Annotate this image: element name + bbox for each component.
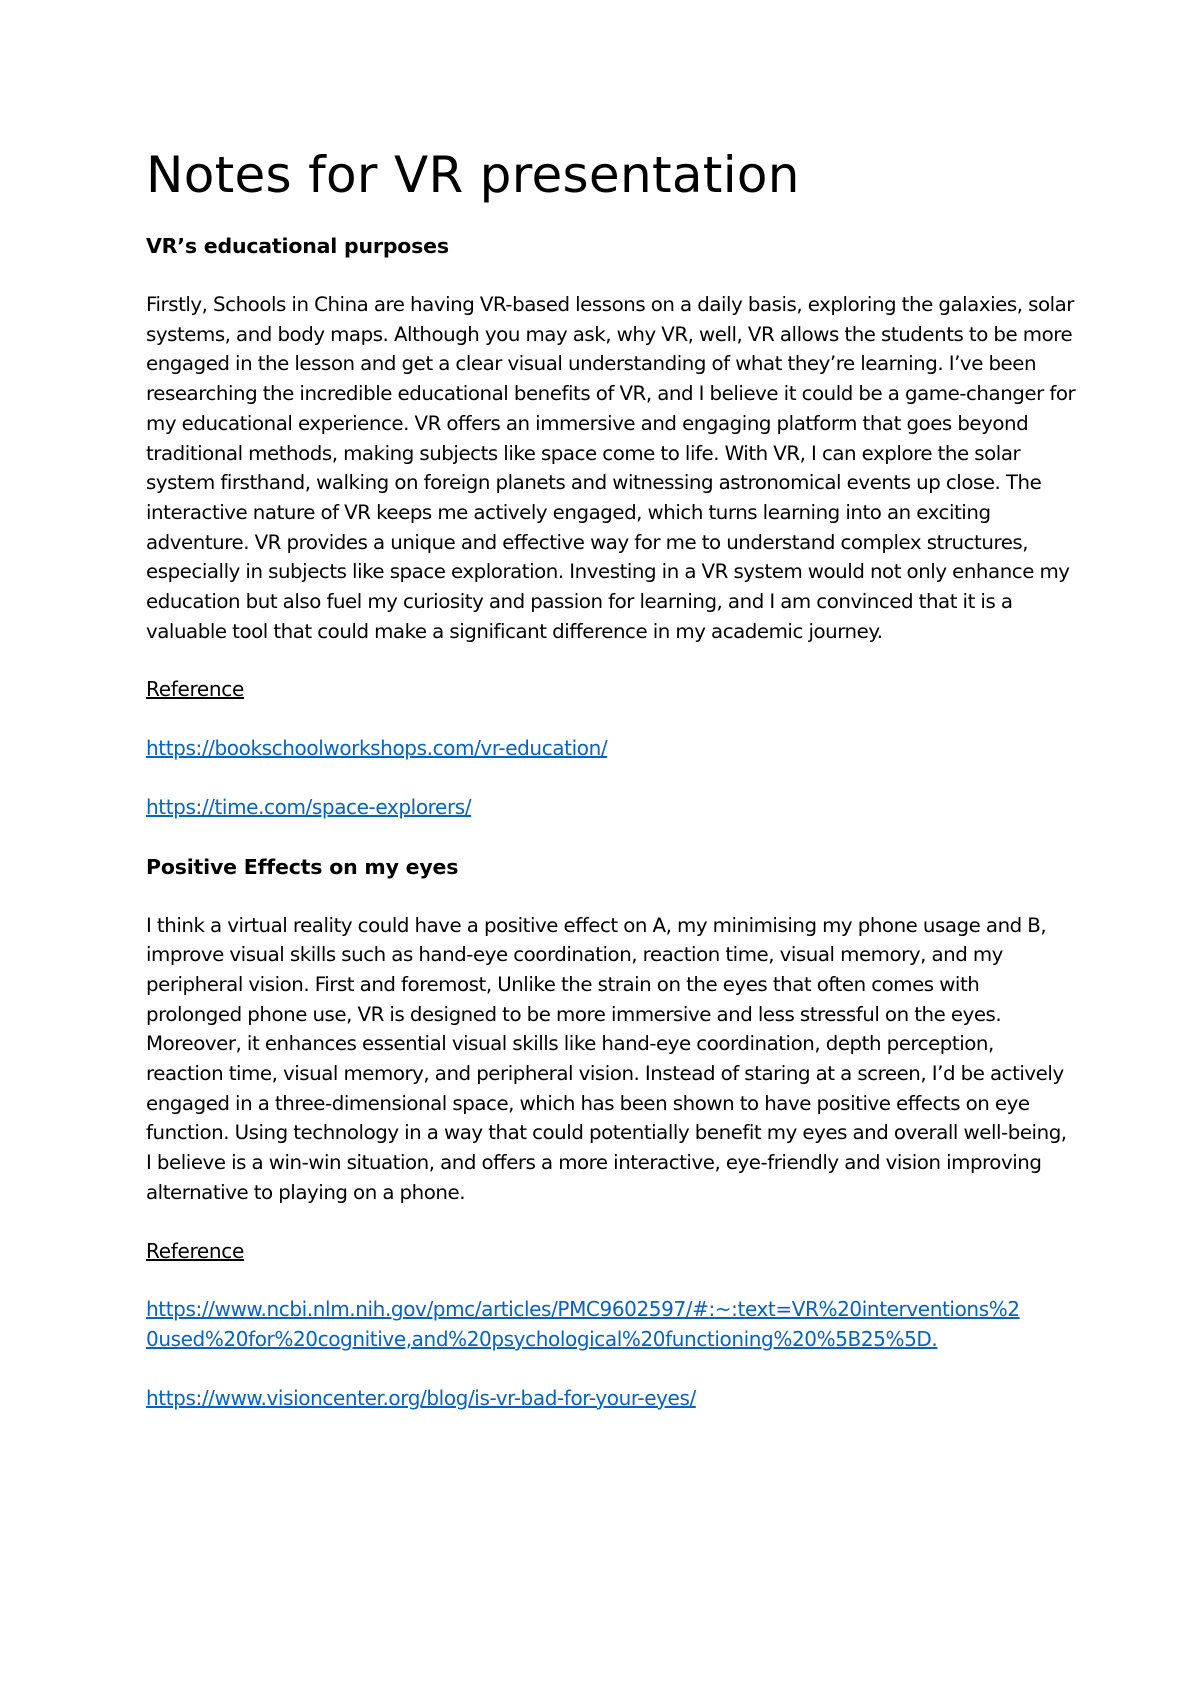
section-paragraph: Firstly, Schools in China are having VR-based lessons on a daily basis, exploring the galaxies, solar systems, and body maps. Although you may ask, why VR, well, VR allows the students to be more engaged in the lesson and get a clear visual understanding of what they’re learning. I’ve been researching the incredible educational benefits of VR, and I believe it could be a game-changer for my educational experience. VR offers an immersive and engaging platform that goes beyond traditional methods, making subjects like space come to life. With VR, I can explore the solar system firsthand, walking on foreign planets and witnessing astronomical events up close. The interactive nature of VR keeps me actively engaged, which turns learning into an exciting adventure. VR provides a unique and effective way for me to understand complex structures, especially in subjects like space exploration. Investing in a VR system would not only enhance my education but also fuel my curiosity and passion for learning, and I am convinced that it is a valuable tool that could make a significant difference in my academic journey. — [146, 293, 1076, 643]
reference-link[interactable]: https://time.com/space-explorers/ — [146, 794, 472, 819]
reference-label: Reference — [146, 677, 245, 702]
reference-link[interactable]: https://www.visioncenter.org/blog/is-vr-bad-for-your-eyes/ — [146, 1385, 696, 1410]
section-paragraph: I think a virtual reality could have a positive effect on A, my minimising my phone usage and B, improve visual skills such as hand-eye coordination, reaction time, visual memory, and my peripheral vision. First and foremost, Unlike the strain on the eyes that often comes with prolonged phone use, VR is designed to be more immersive and less stressful on the eyes. Moreover, it enhances essential visual skills like hand-eye coordination, depth perception, reaction time, visual memory, and peripheral vision. Instead of staring at a screen, I’d be actively engaged in a three-dimensional space, which has been shown to have positive effects on eye function. Using technology in a way that could potentially benefit my eyes and overall well-being, I believe is a win-win situation, and offers a more interactive, eye-friendly and vision improving alternative to playing on a phone. — [146, 913, 1067, 1204]
reference-link[interactable]: https://bookschoolworkshops.com/vr-education/ — [146, 736, 608, 761]
section-heading: Positive Effects on my eyes — [146, 854, 459, 879]
document-title: Notes for VR presentation — [146, 146, 800, 204]
section-educational-purposes — [146, 231, 1076, 823]
section-heading: VR’s educational purposes — [146, 234, 449, 258]
document-body — [146, 143, 1076, 1442]
section-positive-effects-eyes — [146, 852, 1076, 1414]
reference-label: Reference — [146, 1238, 245, 1263]
reference-link[interactable]: https://www.ncbi.nlm.nih.gov/pmc/articles/PMC9602597/#:~:text=VR%20interventions%20used%20for%20cognitive,and%20psychological%20functioning%20%5B25%5D. — [146, 1297, 1020, 1351]
